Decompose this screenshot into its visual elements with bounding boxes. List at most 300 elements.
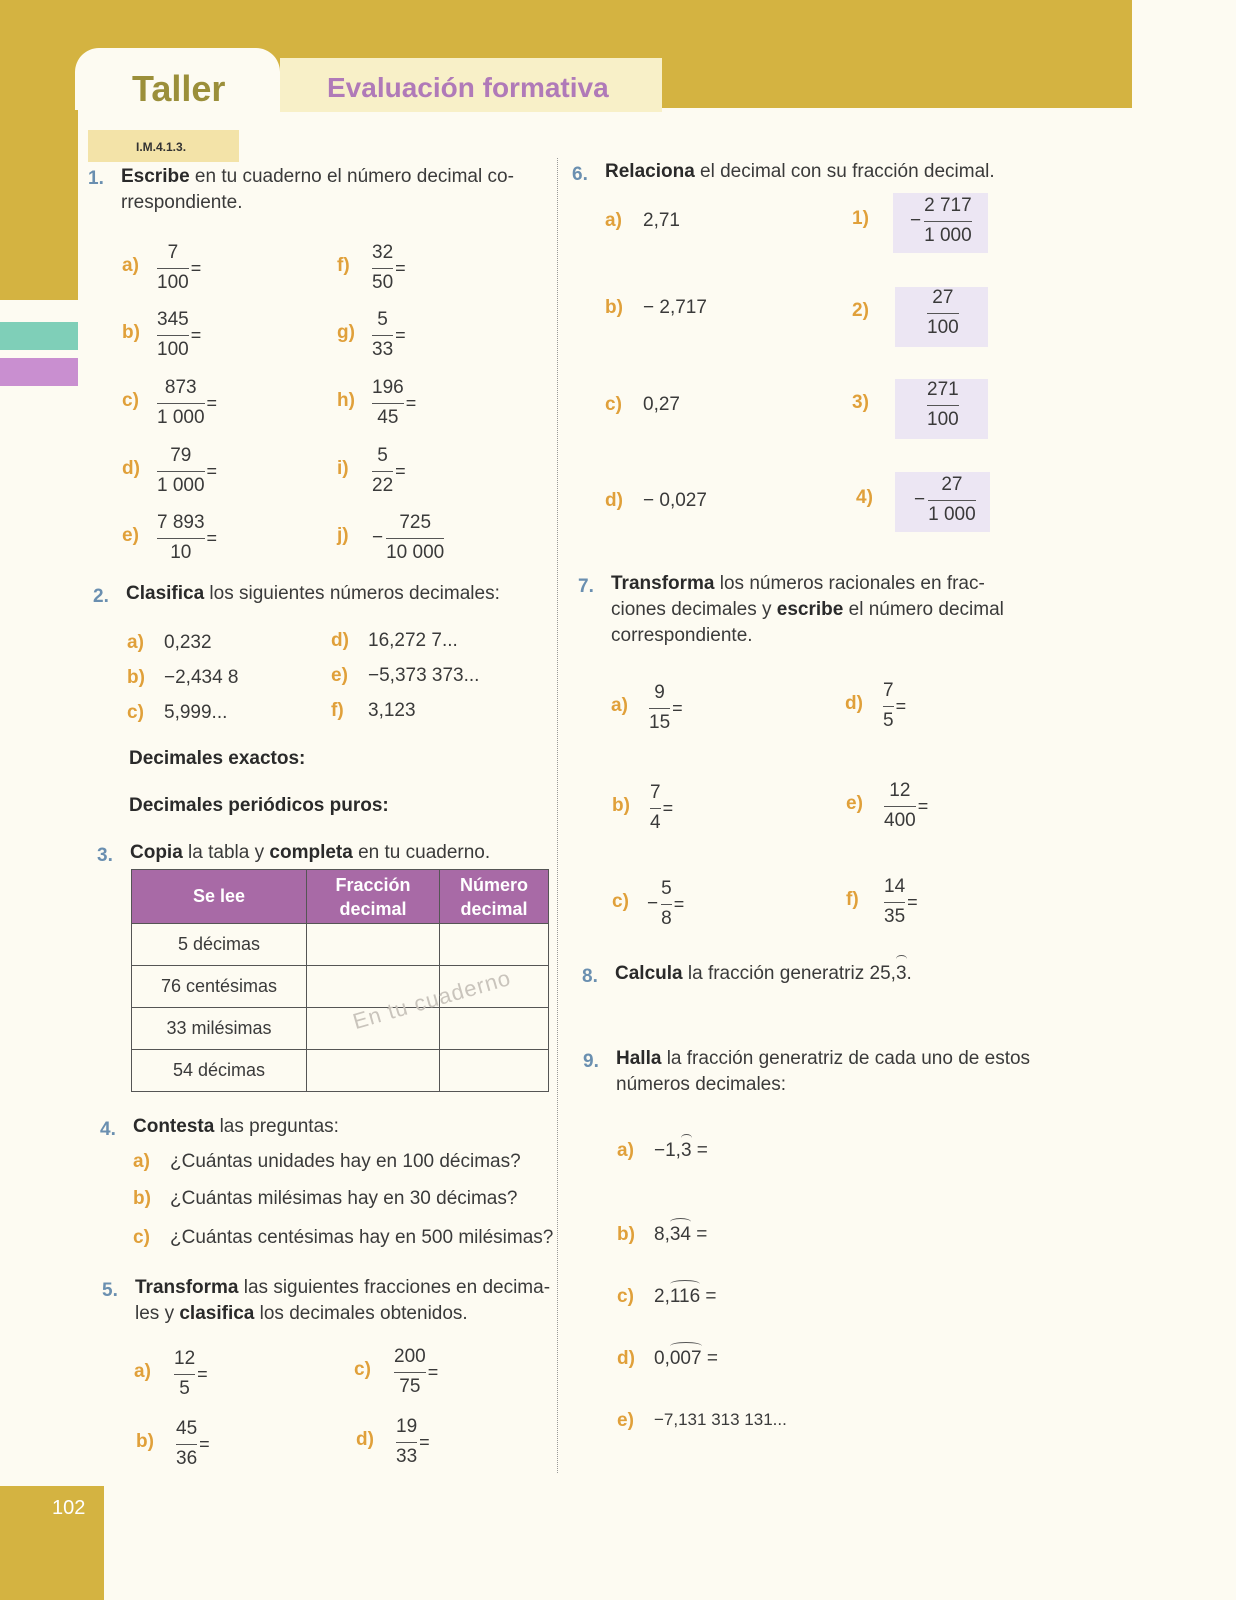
- q7-item-e-label: e): [846, 793, 863, 814]
- q7-text2a: ciones decimales y: [611, 599, 777, 620]
- q5-item-b-label: b): [136, 1431, 154, 1452]
- q5-item-c-equals-sign: =: [427, 1361, 439, 1382]
- q7-item-b-fraction-bar: [650, 808, 661, 809]
- table-header-numero: Número decimal: [440, 870, 549, 924]
- q4-number: 4.: [100, 1119, 116, 1140]
- q7-item-a-label: a): [611, 695, 628, 716]
- q1-item-c-numerator: 873: [164, 377, 197, 398]
- q6-fraction-3-denominator: 100: [927, 409, 959, 430]
- q9-item-c-repeating: [670, 1286, 700, 1308]
- q1-item-g-equals-sign: =: [395, 324, 406, 345]
- q5-item-d-expression: [396, 1416, 430, 1468]
- q1-item-g-fraction-bar: [372, 335, 393, 336]
- q9-item-c-period-arc: [670, 1280, 700, 1288]
- q5-item-d-numerator: 19: [396, 1416, 418, 1437]
- q2-item-e-value: −5,373 373...: [368, 665, 480, 686]
- q5-item-b-expression: [176, 1418, 210, 1470]
- q7-item-f-fraction-bar: [884, 902, 905, 903]
- q1-item-b-fraction: [157, 309, 189, 361]
- q6-fraction-3-expression: [927, 379, 959, 431]
- q1-item-g-denominator: 33: [372, 339, 394, 360]
- q1-item-e-denominator: 10: [170, 542, 192, 563]
- q1-item-f-expression: [372, 242, 406, 294]
- q2-item-c-value: 5,999...: [164, 702, 228, 723]
- q9-item-c-label: c): [617, 1286, 634, 1307]
- q1-item-b-fraction-bar: [157, 335, 189, 336]
- q6-fraction-2-label: 2): [852, 300, 869, 321]
- q7-item-c-fraction: [661, 878, 672, 930]
- q7-item-b-expression: [650, 782, 673, 834]
- q4-item-c-label: c): [133, 1227, 150, 1248]
- q7-item-c-equals-sign: =: [673, 893, 685, 914]
- table-cell-fraccion: [307, 924, 440, 966]
- q9-statement: [616, 1046, 1046, 1098]
- q6-fraction-4-fraction-bar: [928, 500, 976, 501]
- q6-decimal-c-value: 0,27: [643, 394, 680, 415]
- table-cell-numero: [440, 1008, 549, 1050]
- q9-item-b-repeating-digits: 34: [669, 1224, 691, 1245]
- q1-item-f-denominator: 50: [372, 272, 394, 293]
- q9-item-d-label: d): [617, 1348, 635, 1369]
- q3-verb2: completa: [269, 842, 353, 863]
- q6-fraction-3-label: 3): [852, 392, 869, 413]
- q2-item-d-value: 16,272 7...: [368, 630, 458, 651]
- table-cell-se-lee: 54 décimas: [132, 1050, 307, 1092]
- q7-item-a-numerator: 9: [654, 682, 665, 703]
- q6-decimal-b-value: − 2,717: [643, 297, 707, 318]
- q8-statement: [615, 961, 912, 987]
- q1-item-j-minus-sign: −: [372, 527, 384, 548]
- q1-item-a-denominator: 100: [157, 272, 189, 293]
- q6-decimal-a-label: a): [605, 210, 622, 231]
- q1-item-c-denominator: 1 000: [157, 407, 205, 428]
- q5-item-a-denominator: 5: [179, 1378, 190, 1399]
- q6-decimal-b-label: b): [605, 297, 623, 318]
- q1-item-h-equals-sign: =: [405, 392, 417, 413]
- q5-text2b: los decimales obtenidos.: [254, 1303, 468, 1324]
- q9-item-d-repeating-digits: 007: [669, 1348, 702, 1369]
- q1-item-i-fraction: [372, 445, 393, 497]
- q1-item-f-label: f): [337, 255, 350, 276]
- q1-item-b-expression: [157, 309, 201, 361]
- q7-item-a-fraction-bar: [649, 708, 670, 709]
- q7-item-b-numerator: 7: [650, 782, 661, 803]
- q4-verb: Contesta: [133, 1116, 215, 1137]
- q9-item-d-fixed-part: 0,: [654, 1348, 670, 1369]
- q7-item-f-numerator: 14: [884, 876, 906, 897]
- q5-item-d-denominator: 33: [396, 1446, 418, 1467]
- q1-item-h-fraction: [372, 377, 404, 429]
- q1-item-i-fraction-bar: [372, 471, 393, 472]
- q5-item-c-numerator: 200: [394, 1346, 426, 1367]
- q1-item-e-expression: [157, 512, 217, 564]
- q6-fraction-3-fraction: [927, 379, 959, 431]
- q2-item-f-label: f): [331, 700, 344, 721]
- q7-item-d-numerator: 7: [883, 680, 894, 701]
- q2-verb: Clasifica: [126, 583, 205, 604]
- q5-text2a: les y: [135, 1303, 180, 1324]
- q5-verb2: clasifica: [179, 1303, 255, 1324]
- q6-fraction-4-numerator: 27: [941, 474, 963, 495]
- q7-verb2: escribe: [776, 599, 844, 620]
- q5-item-a-label: a): [134, 1361, 151, 1382]
- q4-item-a-label: a): [133, 1151, 150, 1172]
- table-cell-se-lee: 76 centésimas: [132, 966, 307, 1008]
- q5-item-b-equals-sign: =: [199, 1433, 210, 1454]
- q1-item-a-label: a): [122, 255, 139, 276]
- q7-item-a-equals-sign: =: [672, 697, 683, 718]
- q1-item-e-label: e): [122, 525, 139, 546]
- q6-fraction-1-label: 1): [852, 208, 869, 229]
- q7-item-f-equals-sign: =: [907, 891, 918, 912]
- q9-item-b-fixed-part: 8,: [654, 1224, 670, 1245]
- q6-number: 6.: [572, 164, 588, 185]
- q1-item-h-fraction-bar: [372, 403, 404, 404]
- q5-item-a-equals-sign: =: [197, 1363, 208, 1384]
- q7-item-e-denominator: 400: [884, 810, 916, 831]
- q1-item-h-expression: [372, 377, 416, 429]
- q1-item-b-numerator: 345: [157, 309, 189, 330]
- q2-item-e-label: e): [331, 665, 348, 686]
- q4-text: las preguntas:: [214, 1116, 339, 1137]
- q7-item-b-label: b): [612, 795, 630, 816]
- q1-verb: Escribe: [121, 166, 190, 187]
- q5-verb1: Transforma: [135, 1277, 239, 1298]
- q6-fraction-1-denominator: 1 000: [924, 225, 972, 246]
- q6-statement: [605, 159, 995, 185]
- q6-fraction-1-expression: [910, 195, 972, 247]
- q8-integer-part: 25,: [869, 963, 896, 984]
- q6-fraction-2-fraction-bar: [927, 313, 959, 314]
- q5-item-b-numerator: 45: [176, 1418, 198, 1439]
- q7-text1: los números racionales en frac-: [714, 573, 985, 594]
- q7-item-d-equals-sign: =: [895, 695, 907, 716]
- q1-item-e-equals-sign: =: [206, 527, 218, 548]
- q4-item-b-label: b): [133, 1188, 151, 1209]
- q2-number: 2.: [93, 586, 109, 607]
- q1-item-b-equals-sign: =: [190, 324, 202, 345]
- q6-fraction-4-expression: [914, 474, 976, 526]
- q9-item-a-equals: =: [691, 1140, 708, 1161]
- q1-item-i-label: i): [337, 458, 349, 479]
- q8-verb: Calcula: [615, 963, 683, 984]
- q7-item-c-denominator: 8: [661, 908, 672, 929]
- q5-item-c-label: c): [354, 1359, 371, 1380]
- q7-item-b-denominator: 4: [650, 812, 661, 833]
- q1-item-b-denominator: 100: [157, 339, 189, 360]
- q7-item-c-expression: [647, 878, 684, 930]
- q7-item-b-fraction: [650, 782, 661, 834]
- q7-item-d-fraction-bar: [883, 706, 894, 707]
- q1-item-f-fraction: [372, 242, 393, 294]
- q1-item-c-fraction-bar: [157, 403, 205, 404]
- q2-item-a-value: 0,232: [164, 632, 212, 653]
- q5-item-b-fraction: [176, 1418, 197, 1470]
- q9-item-c-repeating-digits: 116: [669, 1286, 701, 1307]
- q5-item-d-fraction: [396, 1416, 417, 1468]
- q1-item-i-expression: [372, 445, 406, 497]
- q1-text-line1: en tu cuaderno el número decimal co-: [189, 166, 514, 187]
- q9-item-a-label: a): [617, 1140, 634, 1161]
- table-cell-numero: [440, 1050, 549, 1092]
- q7-item-e-expression: [884, 780, 928, 832]
- q7-item-f-label: f): [846, 889, 859, 910]
- q1-item-d-equals-sign: =: [206, 460, 218, 481]
- q4-statement: [133, 1114, 339, 1140]
- q5-number: 5.: [102, 1280, 118, 1301]
- q7-number: 7.: [578, 576, 594, 597]
- q5-item-a-fraction: [174, 1348, 195, 1400]
- q9-item-a-period-arc: [681, 1134, 692, 1142]
- q5-item-a-expression: [174, 1348, 208, 1400]
- q1-item-d-expression: [157, 445, 217, 497]
- q1-item-c-equals-sign: =: [206, 392, 218, 413]
- left-teal-tab: [0, 322, 78, 350]
- q1-item-d-label: d): [122, 458, 140, 479]
- q9-item-c-decimal: [654, 1286, 717, 1308]
- q9-item-d-period-arc: [670, 1342, 702, 1350]
- q1-text-line2: rrespondiente.: [121, 192, 243, 213]
- q7-item-c-numerator: 5: [661, 878, 672, 899]
- q6-verb: Relaciona: [605, 161, 695, 182]
- q7-item-c-fraction-bar: [661, 904, 672, 905]
- q2-text: los siguientes números decimales:: [204, 583, 500, 604]
- q6-decimal-c-label: c): [605, 394, 622, 415]
- table-header-fraccion: Fracción decimal: [307, 870, 440, 924]
- q7-item-a-denominator: 15: [649, 712, 671, 733]
- q1-item-e-fraction-bar: [157, 538, 205, 539]
- q9-item-b-label: b): [617, 1224, 635, 1245]
- q6-fraction-4-fraction: [928, 474, 976, 526]
- q9-item-e-fixed-part: −7,131 313 131...: [654, 1410, 787, 1429]
- q5-item-a-fraction-bar: [174, 1374, 195, 1375]
- q1-item-d-fraction-bar: [157, 471, 205, 472]
- q6-fraction-1-fraction-bar: [924, 221, 972, 222]
- q3-verb1: Copia: [130, 842, 183, 863]
- q8-text: la fracción generatriz: [682, 963, 870, 984]
- q3-statement: [130, 840, 490, 866]
- q9-item-b-repeating: [670, 1224, 691, 1246]
- section-title: Evaluación formativa: [327, 72, 609, 103]
- q7-item-e-equals-sign: =: [917, 795, 929, 816]
- label-decimales-periodicos: Decimales periódicos puros:: [129, 795, 389, 816]
- q1-item-j-numerator: 725: [399, 512, 432, 533]
- q6-fraction-4-label: 4): [856, 487, 873, 508]
- q7-item-e-fraction: [884, 780, 916, 832]
- q8-period: .: [906, 963, 912, 984]
- watermark: En tu cuaderno: [350, 965, 514, 1035]
- q9-item-d-equals: =: [701, 1348, 718, 1369]
- q5-item-d-label: d): [356, 1429, 374, 1450]
- q2-item-b-label: b): [127, 667, 145, 688]
- q7-item-a-fraction: [649, 682, 670, 734]
- q8-repeating-value: 3: [895, 963, 907, 984]
- q7-statement: [611, 571, 1031, 649]
- q6-fraction-4-minus-sign: −: [914, 489, 926, 510]
- q7-text2b: el número decimal: [843, 599, 1004, 620]
- q1-item-i-equals-sign: =: [395, 460, 406, 481]
- q9-item-d-repeating: [670, 1348, 702, 1370]
- q1-item-a-fraction: [157, 242, 189, 294]
- q1-item-i-numerator: 5: [377, 445, 388, 466]
- q1-item-i-denominator: 22: [372, 475, 394, 496]
- q1-item-j-expression: [372, 512, 444, 564]
- q7-item-f-expression: [884, 876, 918, 928]
- q9-text1: la fracción generatriz de cada uno de estos: [661, 1048, 1031, 1069]
- left-ochre-band: [0, 0, 78, 300]
- q1-item-f-fraction-bar: [372, 268, 393, 269]
- q7-item-f-fraction: [884, 876, 905, 928]
- q6-decimal-a-value: 2,71: [643, 210, 680, 231]
- q7-verb1: Transforma: [611, 573, 715, 594]
- q1-item-f-numerator: 32: [372, 242, 394, 263]
- q1-item-g-expression: [372, 309, 406, 361]
- q9-item-c-equals: =: [700, 1286, 717, 1307]
- q7-item-d-expression: [883, 680, 906, 732]
- q9-item-b-equals: =: [691, 1224, 708, 1245]
- table-body: [132, 924, 549, 1092]
- q1-item-e-fraction: [157, 512, 205, 564]
- table-cell-fraccion: [307, 1050, 440, 1092]
- q1-item-c-fraction: [157, 377, 205, 429]
- q1-statement: [121, 164, 541, 216]
- q9-item-b-decimal: [654, 1224, 707, 1246]
- q9-text2: números decimales:: [616, 1074, 787, 1095]
- q7-text3: correspondiente.: [611, 625, 753, 646]
- q7-item-d-label: d): [845, 693, 863, 714]
- table-cell-se-lee: 33 milésimas: [132, 1008, 307, 1050]
- q3-number: 3.: [97, 845, 113, 866]
- q1-item-h-denominator: 45: [377, 407, 399, 428]
- q7-item-e-fraction-bar: [884, 806, 916, 807]
- q6-fraction-4-denominator: 1 000: [928, 504, 976, 525]
- q9-item-d-decimal: [654, 1348, 718, 1370]
- q6-decimal-d-value: − 0,027: [643, 490, 707, 511]
- q9-item-a-repeating: [681, 1140, 692, 1162]
- indicator-code: I.M.4.1.3.: [88, 130, 239, 162]
- table-row: [132, 1050, 549, 1092]
- q5-item-c-fraction-bar: [394, 1372, 426, 1373]
- q1-item-g-label: g): [337, 322, 355, 343]
- q7-item-c-minus-sign: −: [647, 893, 659, 914]
- label-decimales-exactos: Decimales exactos:: [129, 748, 306, 769]
- q4-item-a-question: ¿Cuántas unidades hay en 100 décimas?: [170, 1151, 521, 1172]
- q1-item-a-fraction-bar: [157, 268, 189, 269]
- q1-item-g-numerator: 5: [377, 309, 388, 330]
- q5-item-c-denominator: 75: [399, 1376, 421, 1397]
- q9-item-c-fixed-part: 2,: [654, 1286, 670, 1307]
- q2-item-d-label: d): [331, 630, 349, 651]
- q1-item-f-equals-sign: =: [395, 257, 406, 278]
- q9-item-a-decimal: [654, 1140, 708, 1162]
- q6-fraction-2-denominator: 100: [927, 317, 959, 338]
- q1-item-d-numerator: 79: [170, 445, 192, 466]
- q9-item-e-decimal: [654, 1410, 787, 1430]
- q6-fraction-2-numerator: 27: [932, 287, 954, 308]
- q7-item-b-equals-sign: =: [662, 797, 674, 818]
- q5-item-a-numerator: 12: [174, 1348, 196, 1369]
- q1-item-g-fraction: [372, 309, 393, 361]
- table-row: [132, 924, 549, 966]
- q5-item-b-denominator: 36: [176, 1448, 198, 1469]
- q1-number: 1.: [88, 168, 104, 189]
- q5-item-c-fraction: [394, 1346, 426, 1398]
- q6-fraction-1-minus-sign: −: [910, 210, 922, 231]
- q9-item-a-fixed-part: −1,: [654, 1140, 681, 1161]
- table-header-se-lee: Se lee: [132, 870, 307, 924]
- left-purple-tab: [0, 358, 78, 386]
- q5-item-c-expression: [394, 1346, 438, 1398]
- q4-item-b-question: ¿Cuántas milésimas hay en 30 décimas?: [170, 1188, 518, 1209]
- q9-item-e-label: e): [617, 1410, 634, 1431]
- table-row: [132, 1008, 549, 1050]
- q6-fraction-3-numerator: 271: [927, 379, 959, 400]
- q1-item-j-label: j): [337, 525, 349, 546]
- q3-text1: la tabla y: [182, 842, 270, 863]
- q6-fraction-2-expression: [927, 287, 959, 339]
- q3-text2: en tu cuaderno.: [352, 842, 491, 863]
- q1-item-h-label: h): [337, 390, 355, 411]
- q2-item-f-value: 3,123: [368, 700, 416, 721]
- q1-item-a-numerator: 7: [167, 242, 179, 263]
- q8-number: 8.: [582, 966, 598, 987]
- q9-item-a-repeating-digits: 3: [680, 1140, 692, 1161]
- q6-text: el decimal con su fracción decimal.: [694, 161, 995, 182]
- q7-item-d-denominator: 5: [883, 710, 894, 731]
- q9-item-b-period-arc: [670, 1218, 691, 1226]
- q1-item-d-denominator: 1 000: [157, 475, 205, 496]
- q8-repeating-digit: [896, 961, 907, 987]
- q7-item-a-expression: [649, 682, 683, 734]
- q1-item-c-expression: [157, 377, 217, 429]
- q1-item-e-numerator: 7 893: [157, 512, 205, 533]
- q2-statement: [126, 581, 500, 607]
- table-cell-se-lee: 5 décimas: [132, 924, 307, 966]
- table-header-row: [132, 870, 549, 924]
- q2-item-b-value: −2,434 8: [164, 667, 239, 688]
- q1-item-d-fraction: [157, 445, 205, 497]
- q4-item-c-question: ¿Cuántas centésimas hay en 500 milésimas?: [170, 1227, 554, 1248]
- q5-text1: las siguientes fracciones en decima-: [238, 1277, 551, 1298]
- q5-statement: [135, 1275, 565, 1327]
- q7-item-e-numerator: 12: [889, 780, 911, 801]
- q2-item-c-label: c): [127, 702, 144, 723]
- q5-item-d-fraction-bar: [396, 1442, 417, 1443]
- table-cell-numero: [440, 924, 549, 966]
- q1-item-j-denominator: 10 000: [386, 542, 445, 563]
- q1-item-b-label: b): [122, 322, 140, 343]
- q6-decimal-d-label: d): [605, 490, 623, 511]
- q9-verb: Halla: [616, 1048, 662, 1069]
- q6-fraction-2-fraction: [927, 287, 959, 339]
- header-tab-label: Taller: [132, 68, 226, 109]
- q1-item-a-expression: [157, 242, 201, 294]
- q7-item-d-fraction: [883, 680, 894, 732]
- q6-fraction-3-fraction-bar: [927, 405, 959, 406]
- q1-item-h-numerator: 196: [372, 377, 404, 398]
- q1-item-c-label: c): [122, 390, 139, 411]
- q2-item-a-label: a): [127, 632, 144, 653]
- q9-number: 9.: [583, 1051, 599, 1072]
- page-number: 102: [52, 1497, 86, 1519]
- q7-item-c-label: c): [612, 891, 629, 912]
- q5-item-d-equals-sign: =: [419, 1431, 430, 1452]
- q1-item-j-fraction-bar: [386, 538, 444, 539]
- q1-item-j-fraction: [386, 512, 444, 564]
- q6-fraction-1-numerator: 2 717: [924, 195, 972, 216]
- q5-item-b-fraction-bar: [176, 1444, 197, 1445]
- q6-fraction-1-fraction: [924, 195, 972, 247]
